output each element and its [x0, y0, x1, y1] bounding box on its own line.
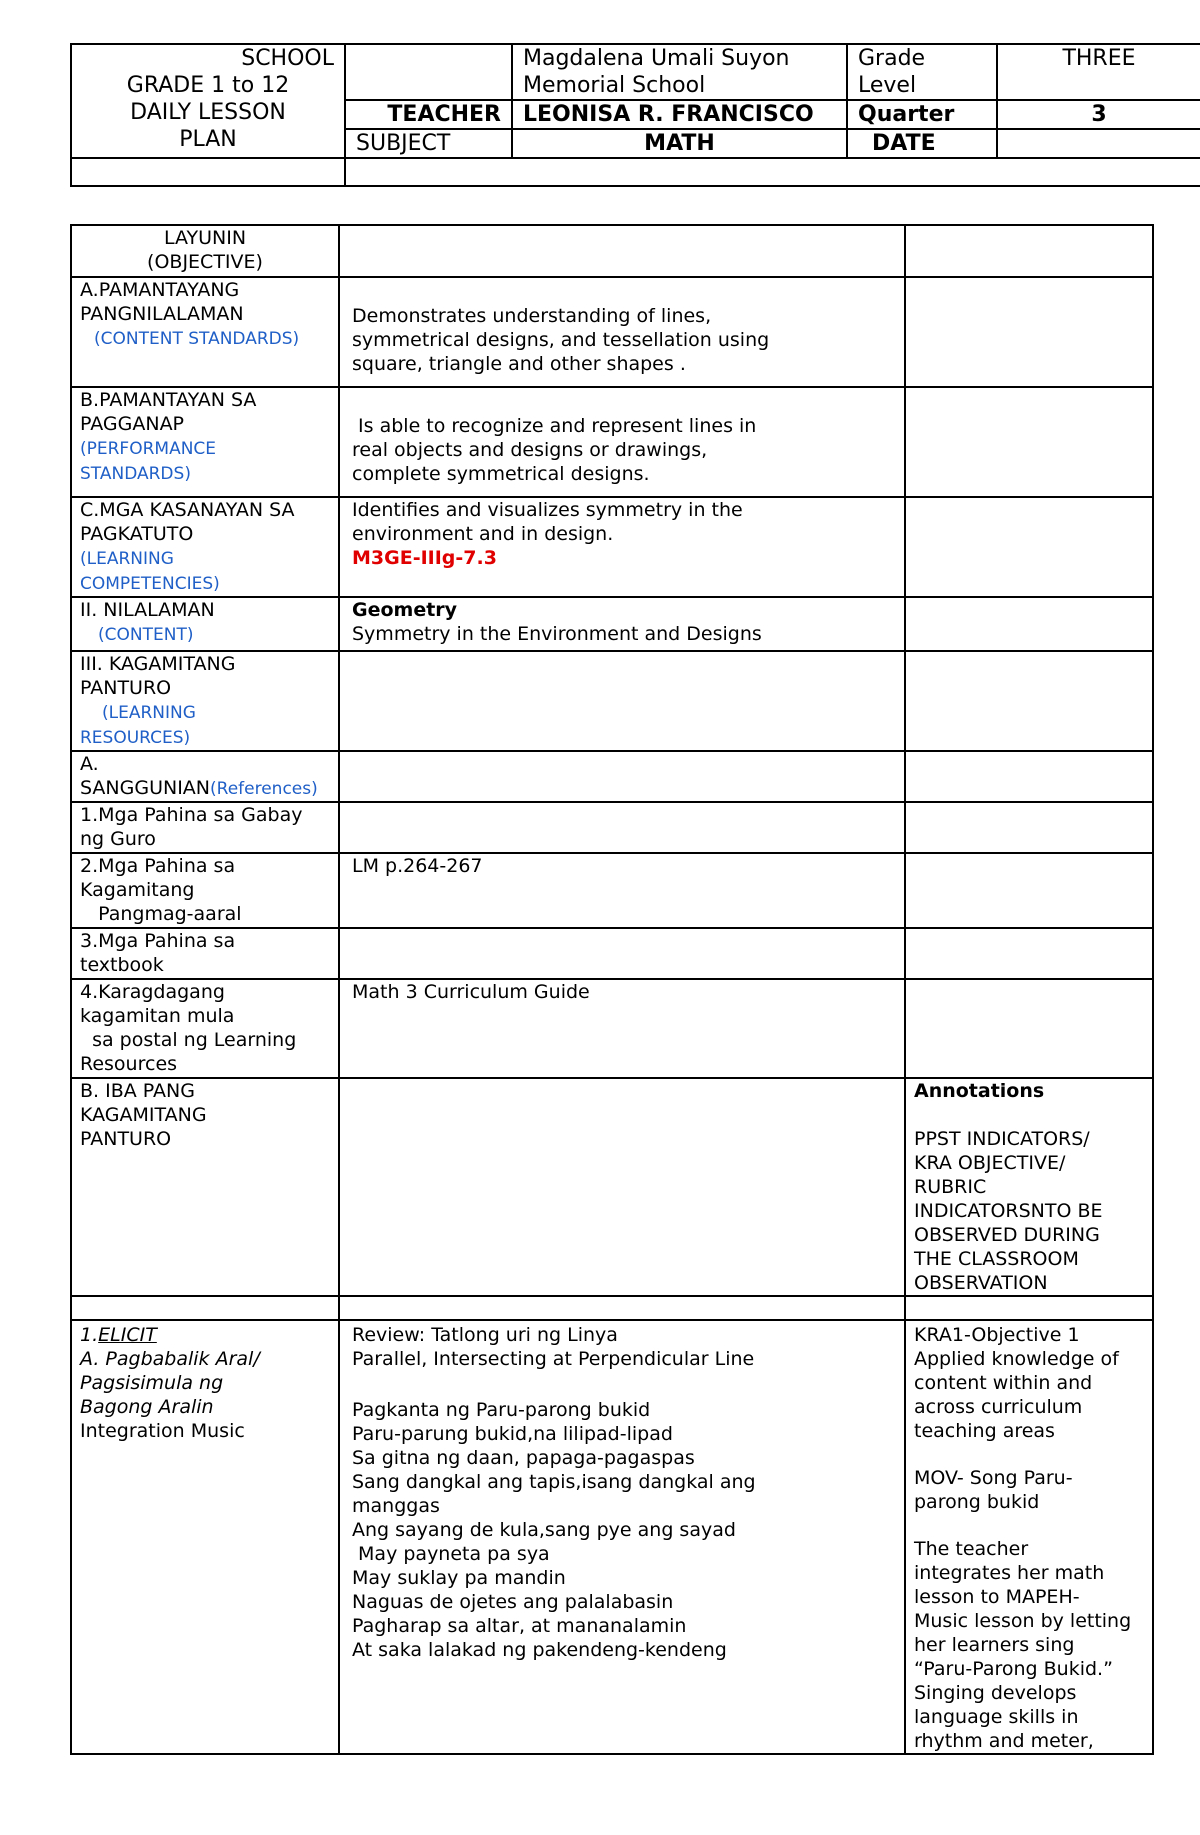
note-line: Applied knowledge of [914, 1348, 1119, 1370]
label-line: sa postal ng Learning [80, 1029, 297, 1051]
song-line: Ang sayang de kula,sang pye ang sayad [352, 1519, 736, 1541]
label-line: Kagamitang [80, 879, 195, 901]
header-empty-cell [345, 158, 1200, 186]
teacher-name: LEONISA R. FRANCISCO [512, 100, 847, 129]
annotation-line: OBSERVED DURING [914, 1224, 1100, 1246]
dlp-title-line: GRADE 1 to 12 [126, 73, 290, 98]
label-line: Pangmag-aaral [80, 903, 242, 925]
textbook-label [71, 928, 339, 979]
dlp-title [71, 44, 345, 158]
note-line: content within and [914, 1372, 1093, 1394]
elicit-text [339, 1320, 905, 1754]
content-topic: Symmetry in the Environment and Designs [352, 623, 762, 645]
objective-notes [905, 225, 1153, 277]
quarter-label: Quarter [847, 100, 997, 129]
school-name-line: Magdalena Umali Suyon [523, 46, 790, 71]
teacher-guide-content [339, 802, 905, 853]
note-line: teaching areas [914, 1420, 1055, 1442]
lesson-plan-table [70, 224, 1154, 1755]
textbook-notes [905, 928, 1153, 979]
spacer-cell [339, 1296, 905, 1320]
header-table [70, 43, 1200, 187]
teacher-guide-label [71, 802, 339, 853]
learning-competencies-notes [905, 497, 1153, 597]
text-line: Identifies and visualizes symmetry in the [352, 499, 743, 521]
label-line: A. Pagbabalik Aral/ [80, 1348, 260, 1370]
text-line: real objects and designs or drawings, [352, 439, 708, 461]
learning-competencies-label [71, 497, 339, 597]
text-line: complete symmetrical designs. [352, 463, 650, 485]
teacher-guide-notes [905, 802, 1153, 853]
label-line: Resources [80, 1053, 178, 1075]
label-line: 4.Karagdagang [80, 981, 225, 1003]
label-line: (OBJECTIVE) [147, 251, 263, 273]
dlp-title-line: DAILY LESSON [130, 100, 286, 125]
note-line: parong bukid [914, 1491, 1040, 1513]
note-line: language skills in [914, 1706, 1079, 1728]
note-line: KRA1-Objective 1 [914, 1324, 1080, 1346]
references-notes [905, 751, 1153, 802]
label-line: A.PAMANTAYANG [80, 279, 240, 301]
label-line: A. [80, 753, 99, 775]
song-line: May suklay pa mandin [352, 1567, 566, 1589]
label-line: Integration Music [80, 1420, 245, 1442]
objective-content [339, 225, 905, 277]
label-line: III. KAGAMITANG [80, 653, 236, 675]
learning-resources-label [71, 651, 339, 751]
song-line: manggas [352, 1495, 440, 1517]
text-line: environment and in design. [352, 523, 614, 545]
note-line: rhythm and meter, [914, 1730, 1094, 1752]
label-line: PANTURO [80, 1128, 172, 1150]
song-line: At saka lalakad ng pakendeng-kendeng [352, 1639, 727, 1661]
note-line: Singing develops [914, 1682, 1077, 1704]
label-line: 2.Mga Pahina sa [80, 855, 236, 877]
song-line: Pagharap sa altar, at mananalamin [352, 1615, 687, 1637]
learning-resources-content [339, 651, 905, 751]
song-line: Pagkanta ng Paru-parong bukid [352, 1399, 651, 1421]
song-line: Sang dangkal ang tapis,isang dangkal ang [352, 1471, 756, 1493]
note-line: across curriculum [914, 1396, 1083, 1418]
label-line: LAYUNIN [163, 227, 247, 249]
text-line: Is able to recognize and represent lines in [352, 415, 757, 437]
label-line: B.PAMANTAYAN SA [80, 389, 257, 411]
grade-label-line: Grade [858, 46, 926, 71]
date-label: DATE [847, 129, 997, 158]
objective-label [71, 225, 339, 277]
content-standards-notes [905, 277, 1153, 387]
spacer-cell [905, 1296, 1153, 1320]
school-blank-cell [345, 44, 512, 100]
grade-level-value: THREE [997, 44, 1200, 100]
annotation-line: RUBRIC [914, 1176, 987, 1198]
label-english: RESOURCES) [80, 728, 191, 748]
additional-materials-notes [905, 979, 1153, 1078]
label-line: 1.Mga Pahina sa Gabay [80, 804, 303, 826]
label-line: II. NILALAMAN [80, 599, 215, 621]
header-empty-cell [71, 158, 345, 186]
elicit-notes [905, 1320, 1153, 1754]
note-line: integrates her math [914, 1562, 1105, 1584]
teacher-label: TEACHER [345, 100, 512, 129]
competency-code: M3GE-IIIg-7.3 [352, 547, 497, 569]
date-value [997, 129, 1200, 158]
elicit-title: ELICIT [98, 1324, 157, 1346]
label-line: 3.Mga Pahina sa [80, 930, 236, 952]
text-line: Demonstrates understanding of lines, [352, 305, 712, 327]
subject-value: MATH [512, 129, 847, 158]
learner-materials-label [71, 853, 339, 928]
school-name [512, 44, 847, 100]
label-line: SANGGUNIAN [80, 777, 211, 799]
label-english: (LEARNING [102, 703, 196, 723]
label-line: ng Guro [80, 828, 156, 850]
content-notes [905, 597, 1153, 651]
textbook-content [339, 928, 905, 979]
learner-materials-notes [905, 853, 1153, 928]
grade-label-line: Level [858, 73, 917, 98]
other-materials-content [339, 1078, 905, 1296]
label-line: B. IBA PANG [80, 1080, 195, 1102]
song-line: May payneta pa sya [352, 1543, 550, 1565]
label-line: PANTURO [80, 677, 172, 699]
song-line: Sa gitna ng daan, papaga-pagaspas [352, 1447, 695, 1469]
label-line: PAGKATUTO [80, 523, 194, 545]
label-english: COMPETENCIES) [80, 574, 220, 594]
note-line: The teacher [914, 1538, 1029, 1560]
content-label [71, 597, 339, 651]
song-line: Naguas de ojetes ang palalabasin [352, 1591, 674, 1613]
label-line: Bagong Aralin [80, 1396, 214, 1418]
content-text [339, 597, 905, 651]
note-line: MOV- Song Paru- [914, 1467, 1073, 1489]
subject-label: SUBJECT [345, 129, 512, 158]
label-english: (References) [210, 779, 318, 799]
annotations-title: Annotations [914, 1080, 1045, 1102]
label-english: (PERFORMANCE [80, 439, 217, 459]
song-line: Paru-parung bukid,na lilipad-lipad [352, 1423, 673, 1445]
learning-competencies-text [339, 497, 905, 597]
song-line [352, 1371, 896, 1398]
annotation-line: THE CLASSROOM [914, 1248, 1079, 1270]
elicit-number: 1. [80, 1324, 99, 1346]
annotation-line: INDICATORSNTO BE [914, 1200, 1103, 1222]
note-line: lesson to MAPEH- [914, 1586, 1080, 1608]
additional-materials-label [71, 979, 339, 1078]
quarter-value: 3 [997, 100, 1200, 129]
label-line: C.MGA KASANAYAN SA [80, 499, 295, 521]
content-title: Geometry [352, 599, 458, 621]
label-line: PAGGANAP [80, 413, 185, 435]
annotation-line: OBSERVATION [914, 1272, 1048, 1294]
content-standards-label [71, 277, 339, 387]
school-name-line: Memorial School [523, 73, 706, 98]
references-content [339, 751, 905, 802]
note-line: “Paru-Parong Bukid.” [914, 1658, 1113, 1680]
performance-standards-label [71, 387, 339, 497]
references-label [71, 751, 339, 802]
label-line: Pagsisimula ng [80, 1372, 224, 1394]
label-line: PANGNILALAMAN [80, 303, 244, 325]
label-english: (CONTENT) [98, 625, 194, 645]
annotation-line: PPST INDICATORS/ [914, 1128, 1090, 1150]
content-standards-text [339, 277, 905, 387]
school-label: SCHOOL [241, 46, 334, 71]
note-line [914, 1443, 1144, 1466]
additional-materials-text: Math 3 Curriculum Guide [339, 979, 905, 1078]
song-line: Parallel, Intersecting at Perpendicular Line [352, 1348, 755, 1370]
performance-standards-text [339, 387, 905, 497]
label-line: textbook [80, 954, 164, 976]
annotation-line: KRA OBJECTIVE/ [914, 1152, 1066, 1174]
label-english: (CONTENT STANDARDS) [94, 329, 300, 349]
note-line: Music lesson by letting [914, 1610, 1132, 1632]
label-line: kagamitan mula [80, 1005, 235, 1027]
note-line: her learners sing [914, 1634, 1075, 1656]
text-line: square, triangle and other shapes . [352, 353, 686, 375]
elicit-label [71, 1320, 339, 1754]
label-line: KAGAMITANG [80, 1104, 207, 1126]
learner-materials-text: LM p.264-267 [339, 853, 905, 928]
song-line: Review: Tatlong uri ng Linya [352, 1324, 618, 1346]
learning-resources-notes [905, 651, 1153, 751]
note-line [914, 1514, 1144, 1537]
performance-standards-notes [905, 387, 1153, 497]
label-english: (LEARNING [80, 549, 174, 569]
annotations-cell [905, 1078, 1153, 1296]
other-materials-label [71, 1078, 339, 1296]
dlp-title-line: PLAN [179, 127, 237, 152]
spacer-cell [71, 1296, 339, 1320]
label-english: STANDARDS) [80, 464, 191, 484]
text-line: symmetrical designs, and tessellation using [352, 329, 770, 351]
grade-level-label [847, 44, 997, 100]
